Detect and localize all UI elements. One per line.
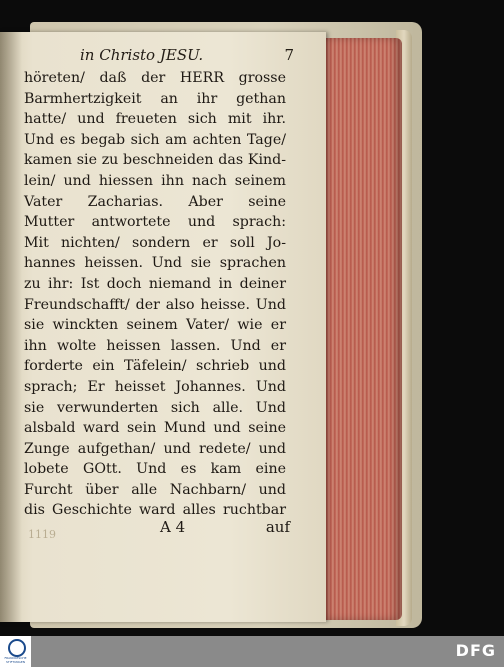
signature-mark: A 4 xyxy=(160,518,186,536)
running-head: in Christo JESU. xyxy=(80,46,204,64)
footer-bar xyxy=(0,636,504,667)
text-line: ihn wolte heissen lassen. Und er xyxy=(24,337,286,354)
text-line: Vater Zacharias. Aber seine xyxy=(24,193,286,210)
text-line: zu ihr: Ist doch niemand in deiner xyxy=(24,275,286,292)
text-line: Zunge aufgethan/ und redete/ und xyxy=(24,440,286,457)
text-line: Mit nichten/ sondern er soll Jo- xyxy=(24,234,286,251)
page-edges xyxy=(322,38,402,620)
text-line: lobete GOtt. Und es kam eine xyxy=(24,461,286,478)
text-line: forderte ein Täfelein/ schrieb und xyxy=(24,358,286,375)
text-line: Barmhertzigkeit an ihr gethan xyxy=(24,90,286,107)
text-line: dis Geschichte ward alles ruchtbar xyxy=(24,502,286,519)
page-number: 7 xyxy=(284,46,294,64)
gutter-shadow xyxy=(0,32,22,622)
text-line: hatte/ und freueten sich mit ihr. xyxy=(24,111,286,128)
faint-mark: 1119 xyxy=(28,528,56,541)
text-line: Mutter antwortete und sprach: xyxy=(24,214,286,231)
text-line: kamen sie zu beschneiden das Kind- xyxy=(24,152,286,169)
page-body-text xyxy=(24,68,286,521)
institution-logo-caption: FRANCKESCHE STIFTUNGEN xyxy=(4,656,27,664)
text-line: lein/ und hiessen ihn nach seinem xyxy=(24,172,286,189)
text-line: höreten/ daß der HERR grosse xyxy=(24,70,286,86)
text-line: Und es begab sich am achten Tage/ xyxy=(24,131,286,148)
text-line: Freundschafft/ der also heisse. Und xyxy=(24,296,286,313)
catchword: auf xyxy=(265,518,290,536)
page-footer xyxy=(24,518,290,540)
text-line: Furcht über alle Nachbarn/ und xyxy=(24,481,286,498)
text-line: sprach; Er heisset Johannes. Und xyxy=(24,378,286,395)
seal-icon xyxy=(8,639,26,657)
text-line: alsbald ward sein Mund und seine xyxy=(24,420,286,437)
institution-logo[interactable] xyxy=(0,636,31,667)
text-line: sie winckten seinem Vater/ wie er xyxy=(24,317,286,334)
text-line: sie verwunderten sich alle. Und xyxy=(24,399,286,416)
text-line: hannes heissen. Und sie sprachen xyxy=(24,255,286,272)
page-header xyxy=(80,46,300,68)
dfg-logo[interactable]: DFG xyxy=(455,641,496,660)
